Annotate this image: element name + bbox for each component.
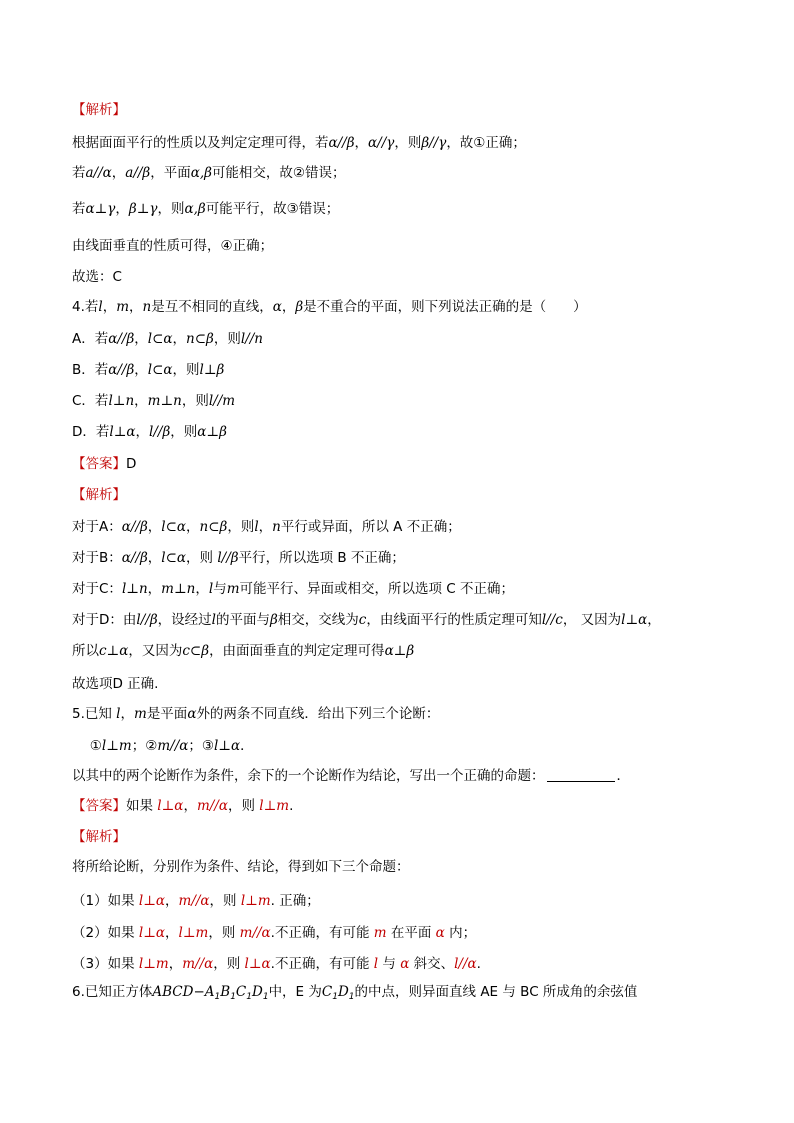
text-segment: . — [289, 798, 294, 814]
text-segment: α — [272, 299, 282, 315]
text-segment: ， — [120, 706, 134, 722]
text-segment: m//α — [196, 798, 228, 814]
text-segment: 1 — [348, 992, 355, 1002]
text-segment: 故选项D 正确. — [72, 676, 159, 692]
text-segment: .不正确，有可能 — [270, 925, 374, 941]
text-segment: l⊥α — [157, 798, 184, 814]
text-line — [72, 423, 227, 441]
text-segment: ，则 — [209, 893, 241, 909]
text-segment: l⊂α — [161, 550, 187, 566]
text-segment: 1 — [230, 992, 236, 1002]
text-segment: m//α — [178, 893, 210, 909]
text-segment: ， — [135, 424, 150, 440]
text-line — [72, 675, 158, 693]
text-segment: ， — [115, 201, 129, 217]
text-segment: 对于D：由 — [72, 612, 137, 628]
text-segment: ， — [258, 519, 273, 535]
text-segment: a//α — [85, 165, 112, 181]
text-segment: α⊥γ — [85, 201, 116, 217]
text-segment: D — [252, 984, 263, 1000]
text-segment: l⊥α — [244, 956, 271, 972]
text-segment: α//β — [121, 519, 148, 535]
text-segment: l — [373, 956, 379, 972]
text-segment: 若 — [72, 201, 86, 217]
text-segment: l⊥β — [199, 362, 225, 378]
text-line — [72, 580, 514, 598]
text-segment: 如果 — [126, 798, 158, 814]
text-segment: 【解析】 — [72, 829, 126, 845]
text-segment: 【解析】 — [72, 487, 126, 503]
text-segment: m — [373, 925, 387, 941]
text-segment: 是互不相同的直线， — [151, 299, 273, 315]
text-segment: 平行或异面，所以 A 不正确； — [280, 519, 461, 535]
text-segment: l⊥m — [178, 925, 209, 941]
text-segment: l⊂α — [147, 362, 173, 378]
text-line — [72, 486, 126, 504]
text-segment: ， — [165, 925, 179, 941]
text-segment: . — [476, 956, 481, 972]
text-segment: 4.若 — [72, 299, 99, 315]
text-segment: 对于B： — [72, 550, 122, 566]
text-segment: α⊥β — [197, 424, 227, 440]
text-segment: α//β — [108, 331, 135, 347]
text-segment: β//γ — [421, 135, 447, 151]
text-segment: ，则 — [181, 393, 209, 409]
text-segment: α//γ — [368, 135, 395, 151]
text-segment: ，则 — [172, 362, 200, 378]
text-segment: ， — [102, 299, 117, 315]
text-segment: l — [116, 706, 121, 722]
text-segment: 【答案】 — [72, 456, 126, 472]
text-segment: β — [269, 612, 278, 628]
text-line — [72, 767, 630, 785]
text-segment: 对于C： — [72, 581, 122, 597]
text-segment: l⊥m — [101, 738, 132, 754]
text-segment: l — [208, 581, 214, 597]
text-segment: n⊂β — [186, 331, 214, 347]
text-segment: D — [337, 984, 349, 1000]
text-line — [72, 549, 405, 567]
text-segment: ，则 — [208, 925, 240, 941]
text-segment: 可能平行，故③错误； — [205, 201, 340, 217]
text-line — [72, 134, 526, 152]
text-segment: l — [98, 299, 103, 315]
text-segment: ，则 — [170, 424, 198, 440]
text-segment: m//α — [157, 738, 189, 754]
text-segment: n — [142, 299, 152, 315]
text-segment: ，由线面平行的性质定理可知 — [366, 612, 542, 628]
text-line — [72, 361, 224, 379]
answer-blank — [547, 768, 615, 782]
text-segment: ，则 — [394, 135, 422, 151]
text-segment: l⊂α — [161, 519, 187, 535]
text-segment: D．若 — [72, 424, 110, 440]
text-segment: l//m — [208, 393, 236, 409]
text-segment: C — [321, 984, 333, 1000]
text-segment: ， — [134, 362, 148, 378]
text-segment: 可能平行、异面或相交，所以选项 C 不正确； — [239, 581, 515, 597]
text-segment: 可能相交，故②错误； — [211, 165, 346, 181]
text-segment: A．若 — [72, 331, 109, 347]
text-segment: α,β — [184, 201, 206, 217]
text-segment: ，则 — [157, 201, 185, 217]
text-segment: m — [134, 706, 147, 722]
text-segment: l — [211, 612, 216, 628]
text-segment: α — [435, 925, 445, 941]
text-segment: B — [220, 984, 231, 1000]
text-segment: ， — [195, 581, 209, 597]
text-segment: 平行，所以选项 B 不正确； — [238, 550, 405, 566]
text-line — [72, 955, 481, 973]
text-segment: ，故①正确； — [446, 135, 526, 151]
text-segment: . 正确； — [270, 893, 320, 909]
text-segment: α⊥β — [384, 643, 415, 659]
text-segment: α//β — [108, 362, 135, 378]
text-segment: α//β — [328, 135, 355, 151]
text-segment: c — [358, 612, 367, 628]
text-line — [72, 828, 126, 846]
text-line — [72, 298, 587, 316]
text-segment: c⊥α — [99, 643, 129, 659]
text-segment: m — [116, 299, 130, 315]
text-segment: l⊂α — [147, 331, 173, 347]
text-segment: ， — [134, 331, 148, 347]
text-segment: ， — [147, 550, 162, 566]
text-segment: l⊥α — [213, 738, 241, 754]
text-segment: l//c — [541, 612, 563, 628]
text-segment: l⊥α — [621, 612, 648, 628]
text-segment: l//α — [454, 956, 477, 972]
text-segment: 1 — [332, 992, 338, 1002]
text-segment: l⊥α — [109, 424, 136, 440]
text-segment: l⊥n — [121, 581, 148, 597]
text-segment: l//n — [240, 331, 263, 347]
text-segment: 【解析】 — [72, 102, 126, 118]
text-segment: l⊥m — [240, 893, 271, 909]
text-segment: n — [272, 519, 281, 535]
text-segment: l⊥α — [138, 925, 166, 941]
text-segment: ， — [168, 956, 183, 972]
text-segment: ， — [354, 135, 369, 151]
text-segment: m⊥n — [161, 581, 196, 597]
text-segment: ，又因为 — [128, 643, 183, 659]
text-segment: ，由面面垂直的判定定理可得 — [209, 643, 385, 659]
text-segment: c⊂β — [182, 643, 210, 659]
text-segment: α — [187, 706, 197, 722]
text-segment: 【答案】 — [72, 798, 126, 814]
text-segment: 与 — [378, 956, 401, 972]
text-line — [72, 983, 637, 1006]
text-segment: ， — [134, 393, 148, 409]
text-segment: ，平面 — [150, 165, 191, 181]
text-line — [72, 164, 346, 182]
text-line — [72, 455, 136, 473]
text-segment: α — [400, 956, 410, 972]
text-line — [72, 705, 439, 723]
text-segment: 1 — [262, 992, 269, 1002]
text-segment: ， — [147, 519, 162, 535]
text-segment: m//α — [239, 925, 271, 941]
text-segment: ，则 — [213, 956, 245, 972]
text-segment: ABCD−A — [152, 984, 215, 1000]
text-segment: ， — [183, 798, 197, 814]
text-segment: 由线面垂直的性质可得，④正确； — [72, 238, 274, 254]
text-line — [72, 611, 661, 629]
text-line — [72, 268, 122, 286]
text-segment: 6.已知正方体 — [72, 984, 153, 1000]
text-segment: .不正确，有可能 — [270, 956, 374, 972]
text-segment: 的中点，则异面直线 AE 与 BC 所成角的余弦值 — [354, 984, 638, 1000]
text-segment: B．若 — [72, 362, 109, 378]
text-segment: 对于A： — [72, 519, 122, 535]
text-segment: α,β — [190, 165, 212, 181]
text-line — [72, 924, 476, 942]
text-segment: l⊥m — [259, 798, 290, 814]
text-segment: （2）如果 — [72, 925, 139, 941]
text-segment: l//β — [136, 612, 158, 628]
text-line — [72, 797, 293, 815]
text-line — [72, 200, 339, 218]
text-segment: α//β — [121, 550, 148, 566]
text-segment: 与 — [213, 581, 227, 597]
text-segment: ，则 — [227, 798, 260, 814]
text-segment: β — [295, 299, 304, 315]
text-segment: 是不重合的平面，则下列说法正确的是（ ） — [303, 299, 587, 315]
text-segment: a//β — [125, 165, 151, 181]
text-segment: 斜交、 — [409, 956, 455, 972]
text-line — [72, 737, 254, 755]
text-segment: 1 — [214, 992, 221, 1002]
text-line — [72, 330, 263, 348]
text-segment: ， 又因为 — [562, 612, 622, 628]
text-line — [72, 518, 461, 536]
text-segment: ；② — [131, 738, 158, 754]
text-segment: （3）如果 — [72, 956, 139, 972]
text-segment: （1）如果 — [72, 893, 139, 909]
text-segment: 中，E 为 — [268, 984, 322, 1000]
text-segment: l — [254, 519, 259, 535]
text-line — [72, 642, 414, 660]
text-segment: β⊥γ — [128, 201, 158, 217]
text-segment: 故选：C — [72, 269, 122, 285]
text-segment: ， — [647, 612, 661, 628]
text-segment: 在平面 — [386, 925, 436, 941]
text-segment: 的平面与 — [215, 612, 270, 628]
text-segment: ． — [240, 738, 254, 754]
text-segment: 内； — [444, 925, 477, 941]
text-segment: l//β — [217, 550, 239, 566]
text-segment: ， — [111, 165, 126, 181]
text-segment: m//α — [182, 956, 214, 972]
text-segment: ． — [616, 768, 630, 784]
text-segment: 5.已知 — [72, 706, 117, 722]
text-segment: 外的两条不同直线．给出下列三个论断： — [196, 706, 440, 722]
text-segment: 以其中的两个论断作为条件，余下的一个论断作为结论，写出一个正确的命题： — [72, 768, 545, 784]
text-segment: l//β — [149, 424, 171, 440]
text-line — [72, 392, 235, 410]
text-segment: m — [226, 581, 240, 597]
text-segment: 相交，交线为 — [277, 612, 359, 628]
text-segment: l⊥n — [108, 393, 135, 409]
text-segment: l⊥m — [138, 956, 169, 972]
text-line — [72, 892, 320, 910]
text-segment: ，则 — [186, 550, 218, 566]
text-segment: ；③ — [188, 738, 214, 754]
text-segment: ， — [147, 581, 162, 597]
text-segment: 将所给论断，分别作为条件、结论，得到如下三个命题： — [72, 859, 410, 875]
text-segment: l⊥α — [138, 893, 166, 909]
text-line — [72, 237, 273, 255]
text-segment: ，设经过 — [157, 612, 212, 628]
text-segment: ， — [281, 299, 296, 315]
text-segment: ， — [172, 331, 187, 347]
text-segment: 1 — [246, 992, 252, 1002]
text-segment: ，则 — [213, 331, 241, 347]
text-segment: ， — [186, 519, 200, 535]
text-line — [72, 858, 410, 876]
text-segment: 是平面 — [146, 706, 188, 722]
text-segment: ，则 — [227, 519, 255, 535]
text-segment: C — [235, 984, 247, 1000]
text-segment: n⊂β — [199, 519, 228, 535]
text-segment: m⊥n — [147, 393, 182, 409]
text-segment: ① — [72, 738, 102, 754]
text-segment: D — [126, 456, 137, 472]
text-segment: 所以 — [72, 643, 99, 659]
text-segment: ， — [129, 299, 143, 315]
text-segment: 若 — [72, 165, 86, 181]
text-segment: ， — [165, 893, 179, 909]
text-segment: 根据面面平行的性质以及判定定理可得，若 — [72, 135, 329, 151]
text-line — [72, 101, 126, 119]
text-segment: C．若 — [72, 393, 109, 409]
